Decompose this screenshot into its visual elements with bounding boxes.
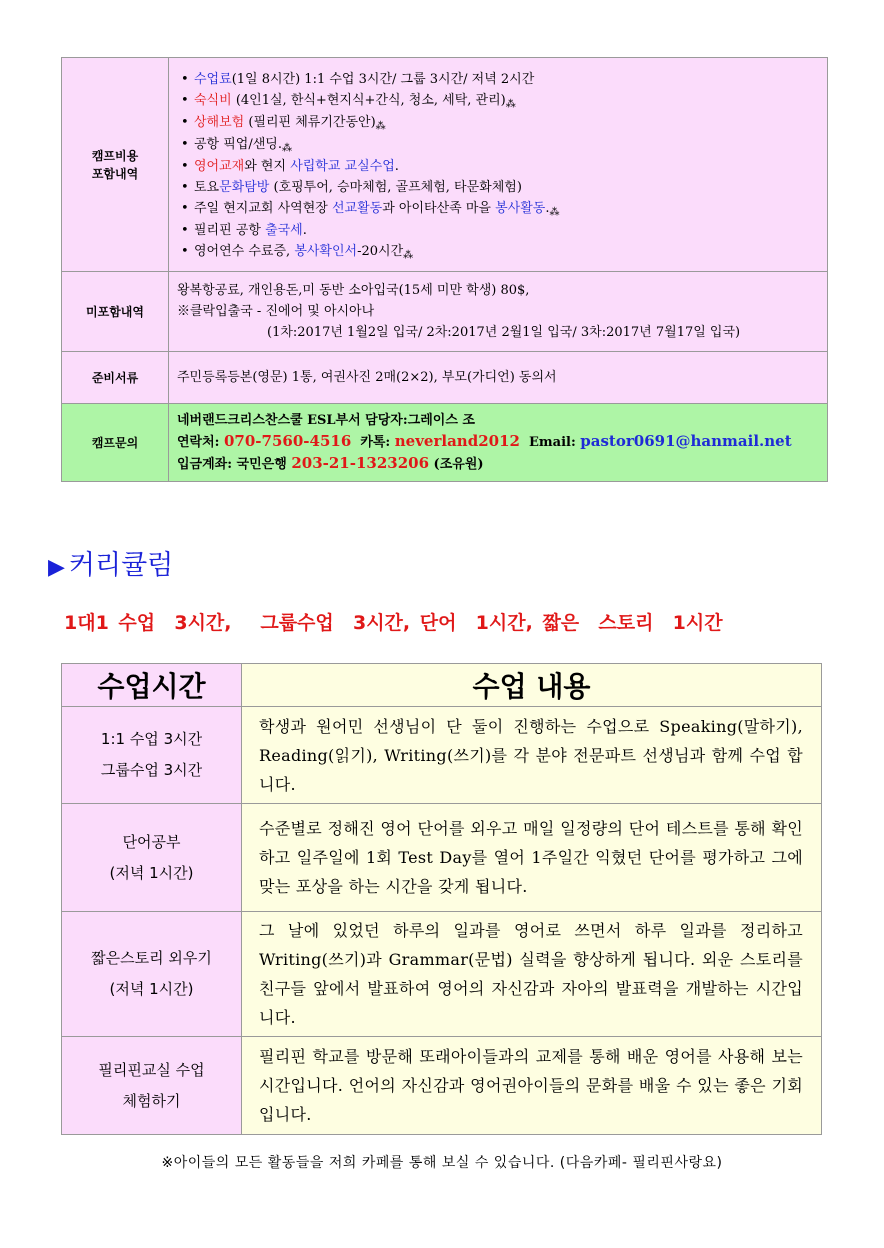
kakao-label: 카톡: xyxy=(351,435,395,450)
excluded-line1: 왕복항공료, 개인용돈,미 동반 소아입국(15세 미만 학생) 80$, xyxy=(177,283,530,298)
table-row xyxy=(62,1037,822,1135)
camp-info-table xyxy=(61,57,828,482)
header-time: 수업시간 xyxy=(62,664,242,707)
documents-label: 준비서류 xyxy=(62,352,169,404)
time-line1: 짧은스토리 외우기 xyxy=(91,949,212,967)
table-row xyxy=(62,707,822,804)
content-cell: 수준별로 정해진 영어 단어를 외우고 매일 일정량의 단어 테스트를 통해 확인하고 일주일에 1회 Test Day를 열어 1주일간 익혔던 단어를 평가하고 그에 맞는 포상을 하는 시간을 갖게 됩니다. xyxy=(242,804,822,912)
list-item: • 상해보험 (필리핀 체류기간동안)$_⁂$ xyxy=(181,112,827,134)
time-line2: (저녁 1시간) xyxy=(109,863,194,882)
account-label: 입금계좌: 국민은행 xyxy=(177,457,292,472)
curriculum-title: 커리큘럼 xyxy=(68,550,174,581)
asterism-icon: ⁂ xyxy=(505,98,516,110)
time-cell xyxy=(62,1037,242,1135)
asterism-icon: ⁂ xyxy=(375,120,386,132)
email-link[interactable]: pastor0691@hanmail.net xyxy=(580,432,792,450)
kakao-id: neverland2012 xyxy=(394,432,520,450)
footer-note: ※아이들의 모든 활동들을 저희 카페를 통해 보실 수 있습니다. (다음카페- 필리핀사랑요) xyxy=(161,1155,723,1171)
content-cell: 그 날에 있었던 하루의 일과를 영어로 쓰면서 하루 일과를 정리하고 Writing(쓰기)과 Grammar(문법) 실력을 향상하게 됩니다. 외운 스토리를 친구들 앞에서 발표하여 영어의 자신감과 자아의 발표력을 개발하는 시간입니다. xyxy=(242,912,822,1037)
excluded-line2: ※클락입출국 - 진에어 및 아시아나 xyxy=(177,304,375,319)
time-line1: 1:1 수업 3시간 xyxy=(100,730,203,748)
list-item: • 영어교재와 현지 사립학교 교실수업. xyxy=(181,156,827,177)
account-name: (조유원) xyxy=(429,457,484,472)
table-row xyxy=(62,912,822,1037)
list-item: • 토요문화탐방 (호핑투어, 승마체험, 골프체험, 타문화체험) xyxy=(181,177,827,198)
excluded-content xyxy=(169,272,828,352)
table-row xyxy=(62,804,822,912)
phone-number: 070-7560-4516 xyxy=(224,432,352,450)
asterism-icon: ⁂ xyxy=(282,142,292,154)
contact-line1: 네버랜드크리스찬스쿨 ESL부서 담당자:그레이스 조 xyxy=(177,413,475,428)
curriculum-table xyxy=(61,663,822,1135)
content-cell: 필리핀 학교를 방문해 또래아이들과의 교제를 통해 배운 영어를 사용해 보는 시간입니다. 언어의 자신감과 영어권아이들의 문화를 배울 수 있는 좋은 기회입니다. xyxy=(242,1037,822,1135)
time-cell xyxy=(62,707,242,804)
time-line1: 필리핀교실 수업 xyxy=(98,1060,205,1079)
list-item: • 주일 현지교회 사역현장 선교활동과 아이타산족 마을 봉사활동$._⁂$ xyxy=(181,198,827,220)
time-line1: 단어공부 xyxy=(122,832,181,851)
documents-content: 주민등록등본(영문) 1통, 여권사진 2매(2×2), 부모(가디언) 동의서 xyxy=(169,352,828,404)
list-item: • 영어연수 수료증, 봉사확인서-20시간$_⁂$ xyxy=(181,241,827,263)
included-label xyxy=(62,58,169,272)
content-cell: 학생과 원어민 선생님이 단 둘이 진행하는 수업으로 Speaking(말하기), Reading(읽기), Writing(쓰기)를 각 분야 전문파트 선생님과 함께 수업 합니다. xyxy=(242,707,822,804)
email-label: Email: xyxy=(519,435,581,450)
time-cell xyxy=(62,912,242,1037)
time-line2: 체험하기 xyxy=(122,1091,181,1110)
curriculum-heading xyxy=(48,543,173,582)
time-line2: (저녁 1시간) xyxy=(109,980,194,998)
list-item: • 숙식비 (4인1실, 한식+현지식+간식, 청소, 세탁, 관리)$_⁂$ xyxy=(181,90,827,112)
time-cell xyxy=(62,804,242,912)
asterism-icon: ⁂ xyxy=(549,206,560,218)
included-content xyxy=(169,58,828,272)
included-label-line1: 캠프비용 xyxy=(91,148,139,163)
triangle-right-icon: ▶ xyxy=(48,555,65,580)
included-label-line2: 포함내역 xyxy=(91,166,139,181)
account-number: 203-21-1323206 xyxy=(291,454,430,472)
phone-label: 연락처: xyxy=(177,435,224,450)
time-line2: 그룹수업 3시간 xyxy=(100,761,203,779)
curriculum-summary: 1대1 수업 3시간, 그룹수업 3시간, 단어 1시간, 짧은 스토리 1시간 xyxy=(64,612,723,634)
contact-label: 캠프문의 xyxy=(62,404,169,482)
excluded-line3: (1차:2017년 1월2일 입국/ 2차:2017년 2월1일 입국/ 3차:2017년 7월17일 입국) xyxy=(267,325,741,340)
contact-content xyxy=(169,404,828,482)
asterism-icon: ⁂ xyxy=(403,249,414,261)
list-item: • 수업료(1일 8시간) 1:1 수업 3시간/ 그룹 3시간/ 저녁 2시간 xyxy=(181,69,827,90)
excluded-label: 미포함내역 xyxy=(62,272,169,352)
included-list xyxy=(175,69,827,263)
list-item: • 필리핀 공항 출국세. xyxy=(181,220,827,241)
list-item: • 공항 픽업/샌딩$._⁂$ xyxy=(181,134,827,156)
header-content: 수업 내용 xyxy=(242,664,822,707)
